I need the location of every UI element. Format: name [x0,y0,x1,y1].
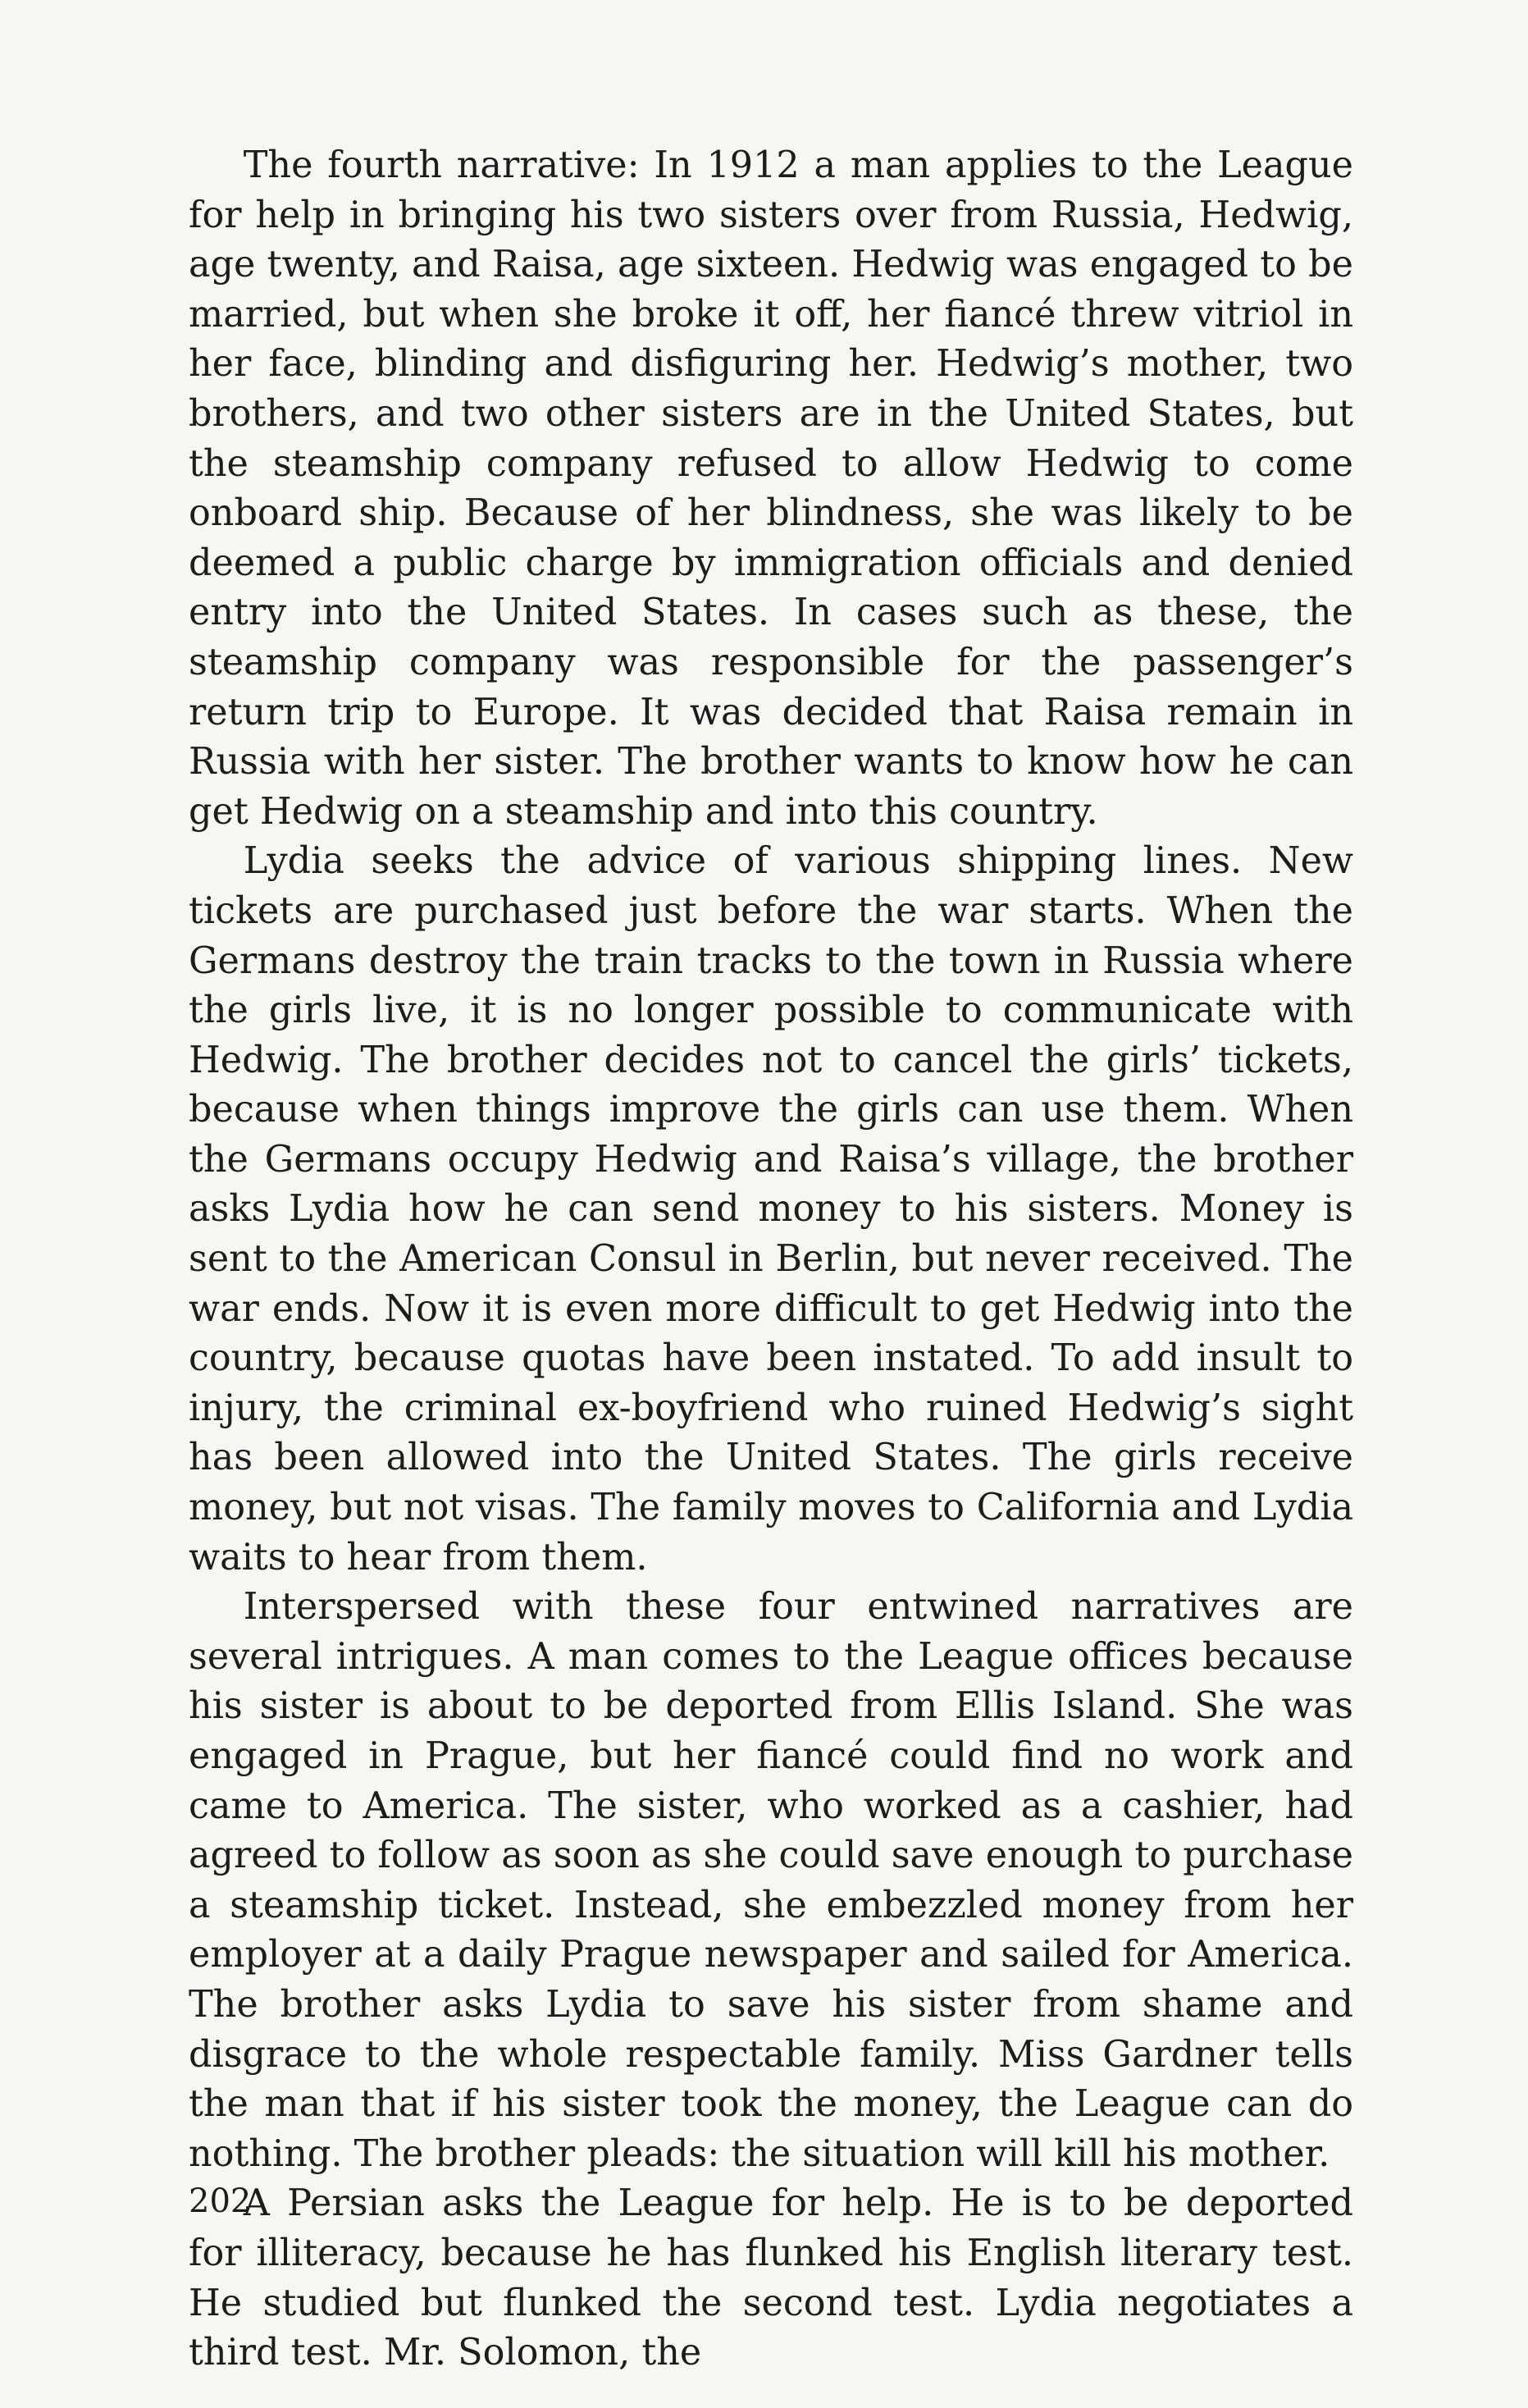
page-number: 202 [189,2182,252,2220]
paragraph: Interspersed with these four entwined narratives are several intrigues. A man comes to the League offices because his sister is about to be deported from Ellis Island. She was engaged in Prague, but her fiancé could find no work and came to America. The sister, who worked as a cashier, had agreed to follow as soon as she could save enough to purchase a steamship ticket. Instead, she embezzled money from her employer at a daily Prague newspaper and sailed for America. The brother asks Lydia to save his sister from shame and disgrace to the whole respectable family. Miss Gardner tells the man that if his sister took the money, the League can do nothing. The brother pleads: the situation will kill his mother. [189,1586,1353,2175]
paragraph: Lydia seeks the advice of various shipping lines. New tickets are purchased just before the war starts. When the Germans destroy the train tracks to the town in Russia where the girls live, it is no longer possible to communicate with Hedwig. The brother decides not to cancel the girls’ tickets, because when things improve the girls can use them. When the Germans occupy Hedwig and Raisa’s village, the brother asks Lydia how he can send money to his sisters. Money is sent to the American Consul in Berlin, but never received. The war ends. Now it is even more difficult to get Hedwig into the country, because quotas have been instated. To add insult to injury, the criminal ex-boyfriend who ruined Hedwig’s sight has been allowed into the United States. The girls receive money, but not visas. The family moves to California and Lydia waits to hear from them. [189,840,1353,1579]
body-text [189,141,1353,2378]
paragraph: The fourth narrative: In 1912 a man applies to the League for help in bringing his two sisters over from Russia, Hedwig, age twenty, and Raisa, age sixteen. Hedwig was engaged to be married, but when she broke it off, her fiancé threw vitriol in her face, blinding and disfiguring her. Hedwig’s mother, two brothers, and two other sisters are in the United States, but the steamship company refused to allow Hedwig to come onboard ship. Because of her blindness, she was likely to be deemed a public charge by immigration officials and denied entry into the United States. In cases such as these, the steamship company was responsible for the passenger’s return trip to Europe. It was decided that Raisa remain in Russia with her sister. The brother wants to know how he can get Hedwig on a steamship and into this country. [189,144,1353,833]
paragraph: A Persian asks the League for help. He is to be deported for illiteracy, because he has flunked his English literary test. He studied but flunked the second test. Lydia negotiates a third test. Mr. Solomon, the [189,2182,1353,2374]
